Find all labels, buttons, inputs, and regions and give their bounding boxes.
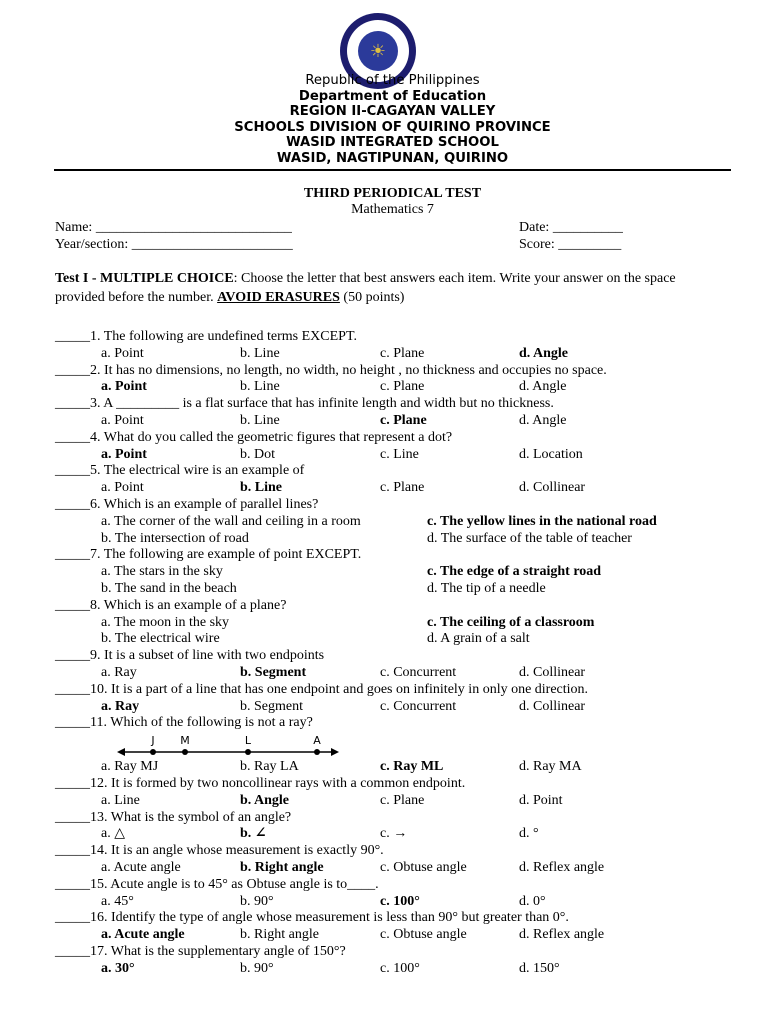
option-4-b: b. Dot	[240, 446, 275, 462]
header-divider	[54, 169, 731, 171]
ray-point-j	[150, 749, 156, 755]
option-17-c: c. 100°	[380, 960, 420, 976]
question-10: _____10. It is a part of a line that has one endpoint and goes on infinitely in only one direction.	[55, 681, 589, 697]
ray-arrow-right	[331, 748, 339, 756]
ray-label-m: M	[180, 734, 190, 748]
option-4-a: a. Point	[101, 446, 147, 462]
question-11: _____11. Which of the following is not a ray?	[55, 715, 313, 731]
option-16-a: a. Acute angle	[101, 927, 185, 943]
option-8-a: a. The moon in the sky	[101, 614, 230, 630]
option-12-a: a. Line	[101, 792, 140, 808]
option-2-d: d. Angle	[519, 379, 567, 395]
header-school: WASID INTEGRATED SCHOOL	[286, 135, 499, 150]
option-17-b: b. 90°	[240, 960, 274, 976]
option-16-b: b. Right angle	[240, 927, 319, 943]
header-block	[0, 73, 768, 166]
option-16-c: c. Obtuse angle	[380, 927, 467, 943]
option-17-d: d. 150°	[519, 960, 560, 976]
option-6-c: c. The yellow lines in the national road	[427, 513, 657, 529]
header-division: SCHOOLS DIVISION OF QUIRINO PROVINCE	[234, 119, 551, 135]
option-8-b: b. The electrical wire	[101, 631, 220, 647]
option-12-d: d. Point	[519, 792, 563, 808]
option-7-c: c. The edge of a straight road	[427, 564, 602, 580]
option-17-a: a. 30°	[101, 960, 135, 976]
option-3-b: b. Line	[240, 413, 280, 428]
question-3: _____3. A _________ is a flat surface that has infinite length and width but no thickness.	[55, 396, 554, 412]
option-1-c: c. Plane	[380, 345, 425, 361]
option-1-a: a. Point	[101, 345, 144, 361]
option-15-b: b. 90°	[240, 893, 274, 909]
option-15-a: a. 45°	[101, 893, 134, 909]
option-9-a: a. Ray	[101, 665, 137, 680]
option-1-d: d. Angle	[519, 345, 569, 361]
option-7-b: b. The sand in the beach	[101, 581, 237, 596]
ray-label-l: L	[244, 734, 252, 748]
question-13: _____13. What is the symbol of an angle?	[55, 809, 292, 825]
ray-point-a	[314, 749, 320, 755]
option-10-d: d. Collinear	[519, 698, 586, 714]
option-5-c: c. Plane	[380, 480, 425, 496]
option-3-a: a. Point	[101, 413, 144, 428]
option-3-d: d. Angle	[519, 413, 567, 428]
ray-label-a: A	[313, 734, 321, 748]
option-10-c: c. Concurrent	[380, 698, 457, 714]
question-14: _____14. It is an angle whose measurement is exactly 90°.	[55, 843, 384, 859]
option-5-b: b. Line	[240, 480, 283, 496]
instructions-text: : Choose the letter that best answers each item. Write your answer on the space provided before the number.	[55, 271, 676, 305]
option-15-c: c. 100°	[380, 893, 420, 909]
option-9-d: d. Collinear	[519, 665, 586, 680]
option-6-a: a. The corner of the wall and ceiling in a room	[101, 513, 361, 529]
option-2-a: a. Point	[101, 379, 147, 395]
option-13-b: b. ∠	[240, 826, 267, 842]
option-13-a: a. △	[101, 826, 125, 842]
option-7-d: d. The tip of a needle	[427, 581, 546, 596]
option-14-b: b. Right angle	[240, 860, 324, 875]
option-13-d: d. °	[519, 826, 539, 842]
option-5-a: a. Point	[101, 480, 144, 496]
test-subject: Mathematics 7	[351, 202, 434, 217]
option-11-c: c. Ray ML	[380, 759, 444, 775]
seal-emblem: ☀	[358, 31, 398, 71]
option-9-c: c. Concurrent	[380, 665, 457, 680]
question-7: _____7. The following are example of point EXCEPT.	[55, 547, 362, 563]
name-field[interactable]: Name: ____________________________	[55, 220, 292, 235]
option-8-d: d. A grain of a salt	[427, 631, 530, 647]
question-9: _____9. It is a subset of line with two endpoints	[55, 648, 325, 664]
question-4: _____4. What do you called the geometric figures that represent a dot?	[55, 429, 453, 445]
option-2-b: b. Line	[240, 379, 280, 395]
option-13-c: c. →	[380, 826, 408, 842]
question-15: _____15. Acute angle is to 45° as Obtuse angle is to____.	[55, 876, 379, 892]
option-9-b: b. Segment	[240, 665, 307, 680]
question-17: _____17. What is the supplementary angle of 150°?	[55, 944, 346, 959]
option-12-c: c. Plane	[380, 792, 425, 808]
ray-arrow-left	[117, 748, 125, 756]
option-12-b: b. Angle	[240, 792, 290, 808]
option-14-d: d. Reflex angle	[519, 860, 605, 875]
question-2: _____2. It has no dimensions, no length, no width, no height , no thickness and occupies no space.	[55, 362, 607, 378]
option-11-d: d. Ray MA	[519, 759, 582, 775]
instructions	[55, 269, 715, 307]
test-title	[0, 186, 768, 218]
test-name: THIRD PERIODICAL TEST	[303, 186, 482, 201]
option-14-a: a. Acute angle	[101, 860, 181, 875]
avoid-erasures: AVOID ERASURES	[217, 290, 340, 305]
question-6: _____6. Which is an example of parallel lines?	[55, 497, 319, 512]
question-16: _____16. Identify the type of angle whose measurement is less than 90° but greater than 0°.	[55, 910, 569, 926]
question-5: _____5. The electrical wire is an example of	[55, 463, 305, 479]
header-republic: Republic of the Philippines	[305, 73, 480, 88]
option-4-c: c. Line	[380, 446, 419, 462]
option-6-d: d. The surface of the table of teacher	[427, 530, 632, 546]
instructions-label: Test I - MULTIPLE CHOICE	[55, 271, 234, 286]
option-3-c: c. Plane	[380, 413, 427, 428]
option-6-b: b. The intersection of road	[101, 530, 249, 546]
header-department: Department of Education	[298, 88, 487, 104]
ray-point-l	[245, 749, 251, 755]
date-field[interactable]: Date: __________	[519, 220, 623, 235]
option-11-b: b. Ray LA	[240, 759, 299, 775]
option-5-d: d. Collinear	[519, 480, 586, 496]
option-7-a: a. The stars in the sky	[101, 564, 223, 580]
option-2-c: c. Plane	[380, 379, 425, 395]
question-8: _____8. Which is an example of a plane?	[55, 597, 287, 613]
instructions-points: (50 points)	[339, 290, 405, 305]
option-1-b: b. Line	[240, 345, 280, 361]
option-10-b: b. Segment	[240, 698, 303, 714]
header-region: REGION II-CAGAYAN VALLEY	[289, 104, 496, 119]
ray-point-m	[182, 749, 188, 755]
option-16-d: d. Reflex angle	[519, 927, 605, 943]
header-address: WASID, NAGTIPUNAN, QUIRINO	[276, 150, 509, 166]
option-14-c: c. Obtuse angle	[380, 860, 467, 875]
ray-label-j: J	[151, 734, 155, 748]
year-section-field[interactable]: Year/section: _______________________	[55, 237, 293, 252]
option-11-a: a. Ray MJ	[101, 759, 159, 775]
ray-figure	[115, 733, 355, 761]
option-4-d: d. Location	[519, 446, 583, 462]
question-12: _____12. It is formed by two noncollinear rays with a common endpoint.	[55, 776, 466, 791]
option-10-a: a. Ray	[101, 698, 140, 714]
score-field[interactable]: Score: _________	[519, 237, 622, 252]
option-15-d: d. 0°	[519, 893, 546, 909]
option-8-c: c. The ceiling of a classroom	[427, 614, 595, 630]
question-1: _____1. The following are undefined terms EXCEPT.	[55, 329, 357, 344]
